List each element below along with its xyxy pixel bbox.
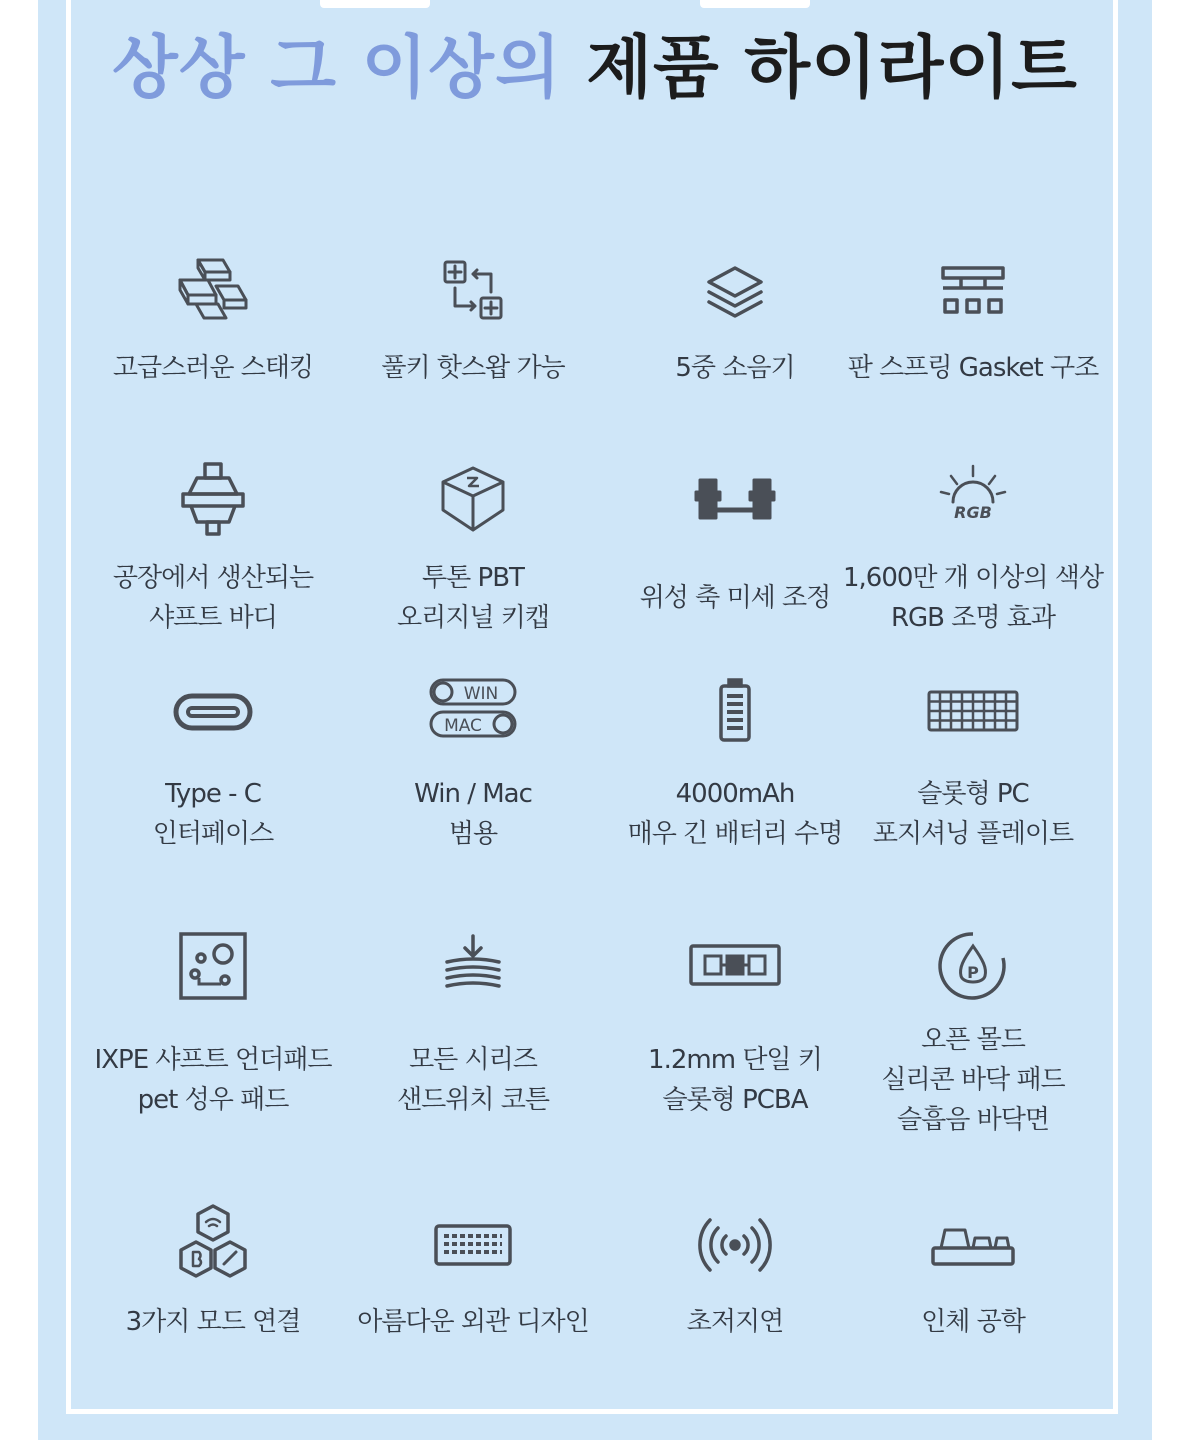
keycap-icon xyxy=(338,458,608,542)
three-modes-icon xyxy=(78,1200,348,1290)
p-text: P xyxy=(967,963,979,982)
feature-label: 1,600만 개 이상의 색상 xyxy=(842,563,1104,593)
feature-label: 슬롯형 PC xyxy=(917,779,1029,809)
feature-label: RGB 조명 효과 xyxy=(890,603,1056,633)
rgb-text: RGB xyxy=(954,503,992,522)
gasket-structure-icon xyxy=(838,250,1108,330)
battery-icon xyxy=(600,672,870,752)
hotswap-icon xyxy=(338,250,608,330)
win-mac-toggle-icon xyxy=(338,672,608,752)
feature-label: 인체 공학 xyxy=(921,1307,1025,1337)
feature-label: Win / Mac xyxy=(414,779,532,809)
layers-icon xyxy=(600,250,870,330)
ergonomic-keys-icon xyxy=(838,1200,1108,1290)
feature-label: 위성 축 미세 조정 xyxy=(639,583,831,613)
wireless-signal-icon xyxy=(600,1200,870,1290)
feature-label: 샌드위치 코튼 xyxy=(397,1085,549,1115)
feature-label: 포지셔닝 플레이트 xyxy=(872,819,1074,849)
sandwich-layers-icon xyxy=(338,926,608,1006)
title-accent: 상상 그 이상의 xyxy=(112,29,562,108)
feature-label: IXPE 샤프트 언더패드 xyxy=(94,1045,332,1075)
feature-label: 4000mAh xyxy=(675,779,795,809)
top-tab-right xyxy=(700,0,810,8)
silicone-drop-icon xyxy=(838,926,1108,1006)
feature-label: 모든 시리즈 xyxy=(409,1045,537,1075)
rgb-light-icon xyxy=(838,458,1108,542)
feature-label: 풀키 핫스왑 가능 xyxy=(381,353,565,383)
feature-label: 3가지 모드 연결 xyxy=(125,1307,301,1337)
feature-label: 실리콘 바닥 패드 xyxy=(881,1065,1065,1095)
top-tab-left xyxy=(320,0,430,8)
feature-label: 고급스러운 스태킹 xyxy=(112,353,314,383)
feature-label: 슬흡음 바닥면 xyxy=(897,1105,1049,1135)
feature-label: 초저지연 xyxy=(686,1307,784,1337)
usb-type-c-icon xyxy=(78,672,348,752)
page-title xyxy=(0,14,1190,111)
feature-label: 1.2mm 단일 키 xyxy=(648,1045,822,1075)
feature-label: 오리지널 키캡 xyxy=(397,603,549,633)
stabilizer-icon xyxy=(600,458,870,542)
feature-label: 오픈 몰드 xyxy=(921,1025,1025,1055)
feature-label: Type - C xyxy=(165,779,261,809)
feature-label: 슬롯형 PCBA xyxy=(662,1085,808,1115)
keyboard-plate-icon xyxy=(838,672,1108,752)
feature-label: 인터페이스 xyxy=(152,819,274,849)
feature-label: 공장에서 생산되는 xyxy=(112,563,314,593)
feature-label: 아름다운 외관 디자인 xyxy=(357,1307,589,1337)
pcb-board-icon xyxy=(78,926,348,1006)
keyboard-icon xyxy=(338,1200,608,1290)
feature-label: 투톤 PBT xyxy=(422,563,524,593)
mac-text: MAC xyxy=(444,716,482,736)
feature-label: 5중 소음기 xyxy=(675,353,795,383)
switch-icon xyxy=(78,458,348,542)
title-dark: 제품 하이라이트 xyxy=(586,29,1078,108)
win-text: WIN xyxy=(463,684,499,704)
pcba-icon xyxy=(600,926,870,1006)
feature-label: pet 성우 패드 xyxy=(137,1085,289,1115)
feature-label: 매우 긴 배터리 수명 xyxy=(627,819,843,849)
feature-label: 샤프트 바디 xyxy=(149,603,277,633)
feature-label: 범용 xyxy=(448,819,498,849)
feature-label: 판 스프링 Gasket 구조 xyxy=(847,353,1099,383)
gold-bars-icon xyxy=(78,250,348,330)
